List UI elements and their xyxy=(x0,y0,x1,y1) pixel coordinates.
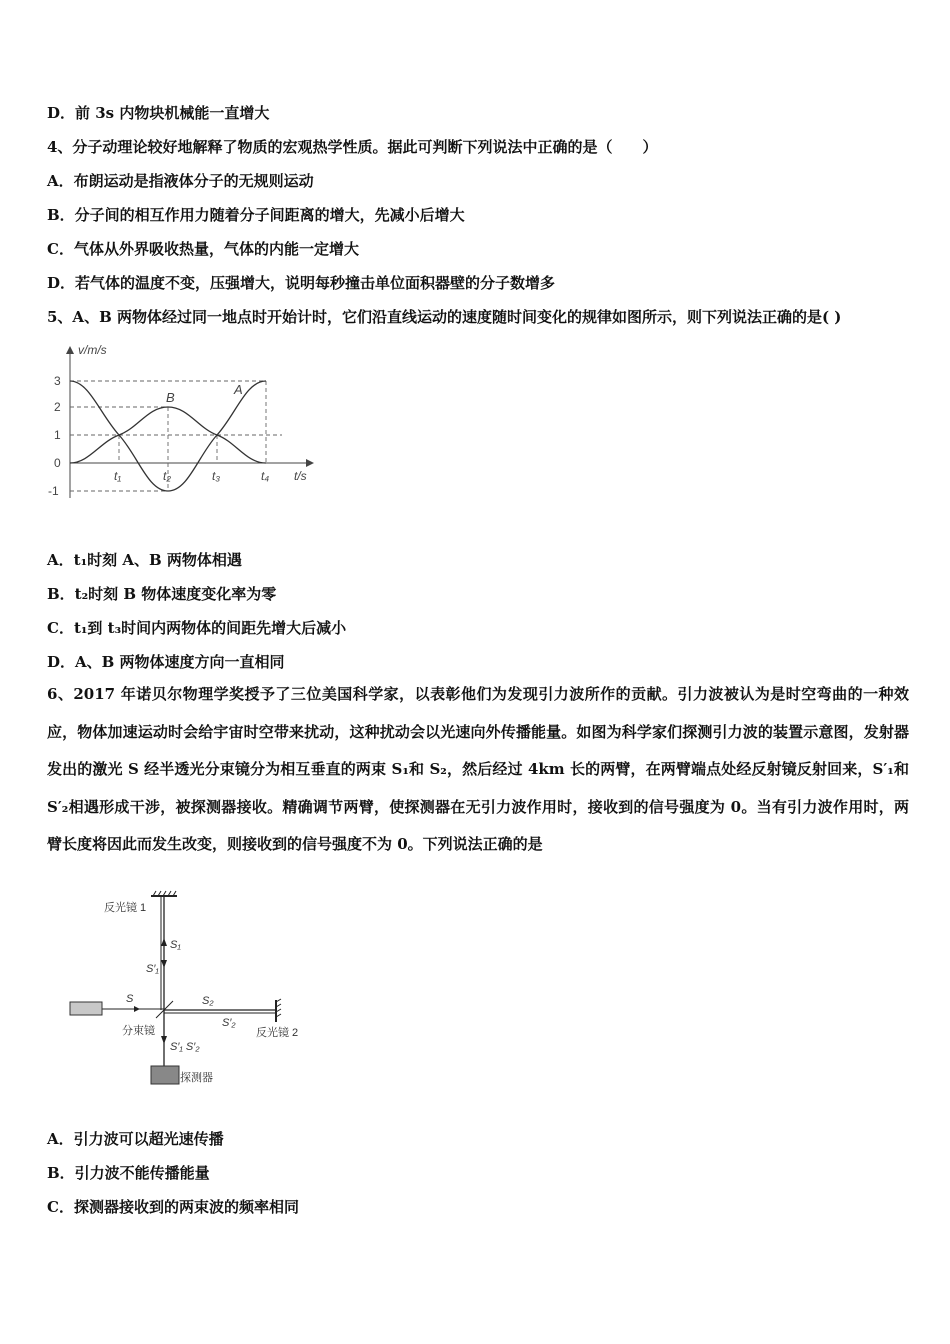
q4-stem: 4、分子动理论较好地解释了物质的宏观热学性质。据此可判断下列说法中正确的是（ ） xyxy=(47,138,658,156)
splitter-label: 分束镜 xyxy=(122,1025,155,1037)
q4-option-c: C．气体从外界吸收热量，气体的内能一定增大 xyxy=(47,240,359,258)
q4-option-d: D．若气体的温度不变，压强增大，说明每秒撞击单位面积器壁的分子数增多 xyxy=(47,274,556,292)
y-tick-0: 0 xyxy=(54,456,61,470)
detector-box xyxy=(151,1066,179,1084)
q4-option-b: B．分子间的相互作用力随着分子间距离的增大，先减小后增大 xyxy=(47,206,465,224)
t3-label: t₃ xyxy=(212,469,221,483)
x-axis-label: t/s xyxy=(294,469,307,483)
series-a-label: A xyxy=(234,382,243,397)
mirror-2 xyxy=(276,999,281,1022)
y-axis-label: v/m/s xyxy=(78,343,107,357)
y-tick-3: 3 xyxy=(54,374,61,388)
q6-stem: 6、2017 年诺贝尔物理学奖授予了三位美国科学家，以表彰他们为发现引力波所作的贡献。引力波被认为是时空弯曲的一种效应，物体加速运动时会给宇宙时空带来扰动，这种扰动会以光速向外传播能量。如图为科学家们探测引力波的装置示意图，发射器发出的激光 S 经半透光分束镜分为相互垂直的两束 S₁和 S₂，然后经过 4km 长的两臂，在两臂端点处经反射镜反射回来，S′₁和 S′₂相遇形成干涉，被探测器接收。精确调节两臂，使探测器在无引力波作用时，接收到的信号强度为 0。当有引力波作用时，两臂长度将因此而发生改变，则接收到的信号强度不为 0。下列说法正确的是 xyxy=(47,685,909,853)
beam-s-label: S xyxy=(126,993,134,1005)
beam-s1s2-label: S′₁ S′₂ xyxy=(170,1041,200,1053)
beam-s1p-label: S′₁ xyxy=(146,963,159,975)
interferometer-diagram xyxy=(60,888,320,1102)
detector-label: 探测器 xyxy=(180,1072,213,1084)
s1p-arrow xyxy=(161,960,167,968)
q3-option-d: D．前 3s 内物块机械能一直增大 xyxy=(47,104,270,122)
velocity-time-graph xyxy=(44,340,324,509)
q6-option-c: C．探测器接收到的两束波的频率相同 xyxy=(47,1198,299,1216)
y-tick-1: 1 xyxy=(54,428,61,442)
mirror-2-label: 反光镜 2 xyxy=(256,1027,299,1039)
beam-s-arrow xyxy=(134,1006,140,1012)
q5-option-c: C．t₁到 t₃时间内两物体的间距先增大后减小 xyxy=(47,619,347,637)
q5-option-b: B．t₂时刻 B 物体速度变化率为零 xyxy=(47,585,277,603)
beam-s1-label: S₁ xyxy=(170,939,181,951)
detector-arrow xyxy=(161,1036,167,1044)
mirror-1 xyxy=(151,891,177,896)
q5-option-a: A．t₁时刻 A、B 两物体相遇 xyxy=(47,551,242,569)
q6-option-b: B．引力波不能传播能量 xyxy=(47,1164,210,1182)
mirror-1-label: 反光镜 1 xyxy=(104,902,147,914)
y-tick-2: 2 xyxy=(54,400,61,414)
laser-emitter xyxy=(70,1002,102,1015)
t2-label: t₂ xyxy=(163,469,171,483)
q5-option-d: D．A、B 两物体速度方向一直相同 xyxy=(47,653,285,671)
y-tick-minus1: -1 xyxy=(48,484,59,498)
beam-s2-label: S₂ xyxy=(202,995,214,1007)
series-b-label: B xyxy=(166,390,175,405)
t1-label: t₁ xyxy=(114,469,122,483)
beam-s2p-label: S′₂ xyxy=(222,1017,236,1029)
q6-option-a: A．引力波可以超光速传播 xyxy=(47,1130,224,1148)
s1-arrow xyxy=(161,938,167,946)
q4-option-a: A．布朗运动是指液体分子的无规则运动 xyxy=(47,172,314,190)
t4-label: t₄ xyxy=(261,469,270,483)
q5-stem: 5、A、B 两物体经过同一地点时开始计时，它们沿直线运动的速度随时间变化的规律如图所示，则下列说法正确的是( ) xyxy=(47,308,842,326)
